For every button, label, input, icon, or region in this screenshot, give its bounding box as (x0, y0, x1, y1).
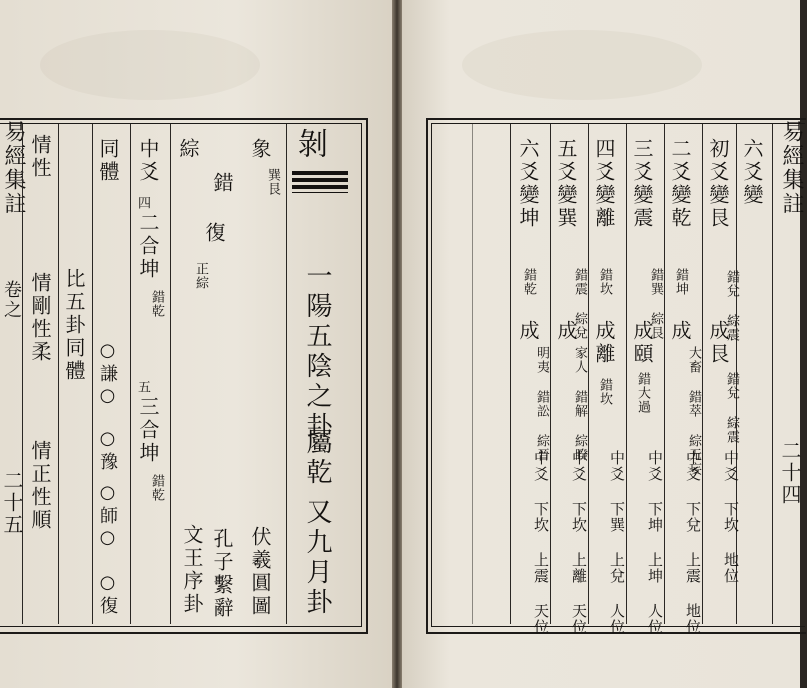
text-column: 孔子繫辭 (210, 528, 234, 620)
text-column: ○謙○ (97, 340, 118, 409)
table-cell: 錯震 綜兌 (572, 268, 587, 340)
text-column: 一陽五陰之卦 (302, 262, 332, 442)
column-rule (130, 124, 131, 624)
column-rule (626, 124, 627, 624)
text-column: 又九月卦 (302, 498, 332, 618)
page-number: 二十四 (778, 440, 802, 506)
annotation: 巽艮 (265, 168, 280, 196)
column-rule (702, 124, 703, 624)
table-cell: 成 (668, 320, 692, 343)
table-cell: 錯乾 (521, 268, 536, 296)
right-page (402, 0, 804, 688)
text-column: 伏羲圓圖 (248, 526, 272, 618)
column-rule (286, 124, 287, 624)
spine-title: 易經集註 (1, 120, 26, 216)
table-cell: 家人 錯解 綜睽 (572, 346, 587, 462)
column-rule (510, 124, 511, 624)
text-column: 復 (202, 222, 226, 245)
column-rule (772, 124, 773, 624)
table-cell: 中爻 下坤 上坤 人位 (646, 450, 664, 635)
table-cell: 錯坎 (597, 378, 612, 406)
table-cell: 錯大過 (635, 372, 650, 414)
left-page (0, 0, 392, 688)
text-column: 中爻 (136, 138, 160, 184)
table-cell: 錯坎 (597, 268, 612, 296)
table-cell: 五爻變巽 (554, 138, 578, 230)
hexagram-figure (292, 168, 348, 196)
annotation: 錯乾 (149, 290, 164, 318)
table-cell: 二爻變乾 (668, 138, 692, 230)
table-cell: 成 (516, 320, 540, 343)
table-cell: 明夷 錯訟 綜晉 (534, 346, 549, 462)
column-rule (472, 124, 473, 624)
annotation: 五 (135, 380, 150, 394)
book-gutter (392, 0, 402, 688)
column-rule (664, 124, 665, 624)
text-column: 象 (248, 138, 272, 161)
text-column: ○復 (97, 572, 118, 617)
text-column: 情正性順 (28, 440, 52, 532)
table-cell: 三爻變震 (630, 138, 654, 230)
text-column: 綜 (176, 138, 200, 161)
table-cell: 成艮 (706, 320, 730, 366)
table-cell: 中爻 下坎 上離 天位 (570, 450, 588, 635)
table-cell: 成 (554, 320, 578, 343)
table-cell: 錯坤 (673, 268, 688, 296)
table-cell: 中爻 下坎 地位 (722, 450, 740, 584)
table-cell: 錯兌 綜震 (724, 270, 739, 342)
text-column: 情剛性柔 (28, 272, 52, 364)
table-cell: 六爻變坤 (516, 138, 540, 230)
spine-volume: 卷之 (1, 280, 22, 320)
table-cell: 成頤 (630, 320, 654, 366)
annotation: 錯乾 (149, 474, 164, 502)
text-column: 三合坤 (136, 396, 160, 465)
column-rule (92, 124, 93, 624)
annotation: 正綜 (193, 262, 208, 290)
annotation: 四 (135, 196, 150, 210)
text-column: 錯 (210, 172, 234, 195)
table-cell: 成離 (592, 320, 616, 366)
column-rule (170, 124, 171, 624)
text-column: ○師○ (97, 482, 118, 551)
paper-stain (462, 30, 702, 100)
text-column: 同體 (96, 138, 120, 184)
text-column: 比五卦同體 (62, 268, 86, 383)
table-cell: 中爻 下坎 上震 天位 (532, 450, 550, 635)
hexagram-title: 剝 (292, 128, 327, 162)
paper-stain (40, 30, 260, 100)
spine-title: 易經集註 (779, 120, 804, 216)
text-column: ○豫 (97, 428, 118, 473)
text-column: 情性 (28, 134, 52, 180)
table-cell: 中爻 下巽 上兌 人位 (608, 450, 626, 635)
table-cell: 大畜 錯萃 綜无妄 (686, 346, 701, 476)
text-column: 二合坤 (136, 212, 160, 281)
column-rule (58, 124, 59, 624)
table-cell: 四爻變離 (592, 138, 616, 230)
table-cell: 初爻變艮 (706, 138, 730, 230)
text-column: 屬乾 (302, 428, 332, 488)
column-rule (550, 124, 551, 624)
page-number: 二十五 (0, 470, 24, 536)
column-rule (22, 124, 23, 624)
table-cell: 中爻 下兌 上震 地位 (684, 450, 702, 635)
table-cell: 六爻變 (740, 138, 764, 207)
column-rule (588, 124, 589, 624)
table-cell: 錯兌 綜震 (724, 372, 739, 444)
text-column: 文王序卦 (180, 524, 204, 616)
table-cell: 錯巽 綜艮 (648, 268, 663, 340)
